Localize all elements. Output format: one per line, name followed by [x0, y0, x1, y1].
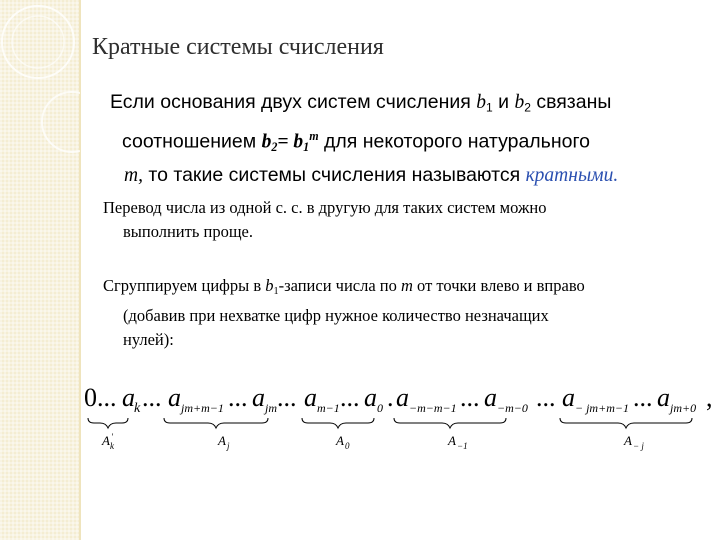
label-Ak-sub: k	[110, 441, 114, 451]
term-multiple: кратными.	[525, 164, 619, 186]
formula-mid4: ...	[633, 383, 653, 412]
text: -записи числа по	[278, 276, 401, 295]
formula-am1-sub: m−1	[317, 401, 340, 415]
para1-line3	[110, 161, 710, 190]
brace-a-j	[560, 418, 692, 428]
formula-ajm-start: a	[168, 383, 181, 412]
formula-point: .	[387, 383, 394, 412]
var-b: b	[293, 130, 304, 152]
formula-am1: a	[304, 383, 317, 412]
text: связаны	[530, 91, 612, 113]
formula-ajm-end: a	[252, 383, 265, 412]
formula-mid1: ...	[228, 383, 248, 412]
grouping-formula	[80, 370, 720, 460]
label-Aj-sub: j	[227, 441, 230, 451]
text: и	[492, 91, 515, 113]
sub-2: 2	[524, 100, 531, 115]
sub-1: 1	[273, 286, 279, 298]
formula-ajm-last-sub: jm+0	[670, 401, 697, 415]
formula-dots3: ...	[536, 383, 556, 412]
var-m: m,	[124, 164, 143, 186]
formula-aneg-end: a	[484, 383, 497, 412]
formula-aneg-start-sub: −m−m−1	[409, 401, 457, 415]
sup-m: m	[309, 128, 319, 143]
formula-ajm-last: a	[657, 383, 670, 412]
formula-ajneg-start: a	[562, 383, 575, 412]
decorative-circles	[0, 0, 80, 200]
label-A0-sub: 0	[345, 441, 350, 451]
formula-comma: ,	[706, 383, 713, 412]
text: от точки влево и вправо	[412, 276, 585, 295]
formula-ajm-end-sub: jm	[265, 401, 277, 415]
conversion-paragraph	[103, 196, 703, 244]
sub-1: 1	[486, 100, 493, 115]
brace-a-1	[394, 418, 506, 428]
para3-line1	[103, 274, 703, 304]
formula-aneg-start: a	[396, 383, 409, 412]
formula-dots2: ...	[277, 383, 297, 412]
definition-paragraph	[110, 88, 710, 190]
formula-mid2: ...	[340, 383, 360, 412]
equals: =	[277, 130, 294, 152]
var-b: b	[261, 130, 272, 152]
formula-a0-sub: 0	[377, 401, 383, 415]
para1-line2	[110, 122, 710, 161]
label-A-1-sub: −1	[457, 441, 468, 451]
text: Если основания двух систем счисления	[110, 91, 477, 113]
label-Ak: A	[102, 433, 110, 448]
formula-ak-sub: k	[134, 401, 141, 416]
formula-a0: a	[364, 383, 377, 412]
var-b: b	[476, 92, 487, 113]
para2-line1: Перевод числа из одной с. с. в другую для таких систем можно	[103, 198, 547, 217]
var-m: m	[401, 276, 413, 295]
label-Ak-prime: ′	[111, 432, 113, 442]
formula-ajm-start-sub: jm+m−1	[181, 401, 224, 415]
formula-aneg-end-sub: −m−0	[497, 401, 528, 415]
text: для некоторого натурального	[318, 129, 590, 152]
grouping-paragraph	[103, 274, 703, 352]
brace-aj	[164, 418, 268, 428]
formula-dots1: ...	[142, 383, 162, 412]
label-A-j-sub: − j	[633, 441, 644, 451]
slide-title: Кратные системы счисления	[92, 34, 384, 60]
formula-ajneg-start-sub: − jm+m−1	[575, 401, 629, 415]
underbraces	[88, 418, 692, 428]
text: Сгруппируем цифры в	[103, 276, 266, 295]
label-A-1: A	[448, 433, 456, 448]
para3-line2: (добавив при нехватке цифр нужное количество незначащих	[123, 306, 549, 326]
label-Aj: A	[218, 433, 226, 448]
formula-mid3: ...	[460, 383, 480, 412]
brace-a0	[302, 418, 374, 428]
text: соотношением	[122, 129, 262, 152]
para1-line1	[110, 88, 710, 122]
var-b: b	[514, 92, 525, 113]
sub-2: 2	[271, 139, 278, 154]
label-A0: A	[336, 433, 344, 448]
para3-line3: нулей):	[123, 330, 174, 350]
var-b: b	[265, 276, 274, 295]
sub-1: 1	[303, 139, 310, 154]
para2-line2: выполнить проще.	[123, 222, 253, 241]
brace-ak	[88, 418, 128, 428]
label-A-j: A	[624, 433, 632, 448]
formula-zero: 0...	[84, 383, 117, 412]
formula-ak: a	[122, 383, 135, 412]
text: то такие системы счисления называются	[142, 163, 526, 186]
